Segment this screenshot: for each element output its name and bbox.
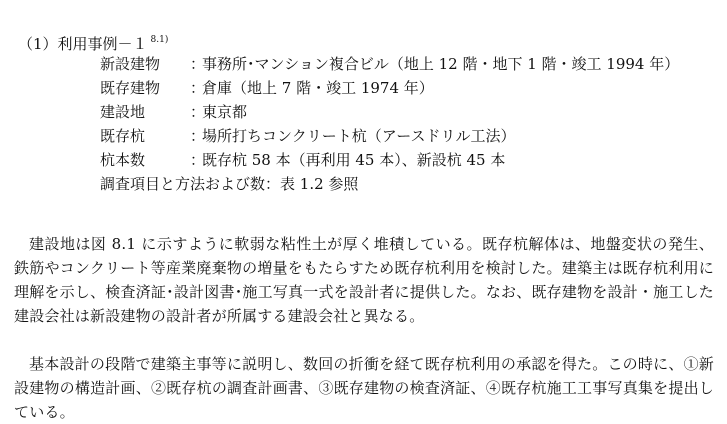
detail-separator: ：	[190, 103, 206, 121]
case-details-list	[100, 52, 679, 196]
detail-value: 場所打ちコンクリート杭（アースドリル工法）	[202, 127, 516, 145]
detail-separator: ：	[190, 55, 206, 73]
detail-separator: ：	[190, 79, 206, 97]
detail-separator: ：	[190, 151, 206, 169]
detail-label: 新設建物	[100, 55, 161, 73]
detail-row-existing-piles	[100, 124, 679, 148]
detail-value: 倉庫（地上 7 階・竣工 1974 年）	[202, 79, 434, 97]
detail-separator: ：	[190, 127, 206, 145]
detail-row-pile-count	[100, 148, 679, 172]
detail-label: 杭本数	[100, 151, 146, 169]
reference-superscript: 8.1)	[150, 35, 169, 45]
detail-value: 東京都	[202, 103, 248, 121]
detail-row-survey	[100, 172, 679, 196]
body-paragraph-1: 建設地は図 8.1 に示すように軟弱な粘性土が厚く堆積している。既存杭解体は、地盤変状の発生、鉄筋やコンクリート等産業廃棄物の増量をもたらすため既存杭利用を検討した。建築主は既存杭利用に理解を示し、検査済証･設計図書･施工写真一式を設計者に提供した。なお、既存建物を設計・施工した建設会社は新設建物の設計者が所属する建設会社と異なる。	[14, 235, 714, 325]
detail-value: 事務所･マンション複合ビル（地上 12 階・地下 1 階・竣工 1994 年）	[202, 55, 680, 73]
detail-label: 既存建物	[100, 79, 161, 97]
detail-row-site	[100, 100, 679, 124]
detail-row-new-building	[100, 52, 679, 76]
detail-row-existing-building	[100, 76, 679, 100]
detail-value: 既存杭 58 本（再利用 45 本）、新設杭 45 本	[202, 151, 506, 169]
detail-label: 既存杭	[100, 127, 146, 145]
detail-label: 建設地	[100, 103, 146, 121]
section-heading-text: （1）利用事例－１	[18, 35, 148, 53]
survey-reference-text: 調査項目と方法および数：表 1.2 参照	[100, 175, 359, 193]
body-paragraph-2: 基本設計の段階で建築主事等に説明し、数回の折衝を経て既存杭利用の承認を得た。この時に、①新設建物の構造計画、②既存杭の調査計画書、③既存建物の検査済証、④既存杭施工工事写真集を提出している。	[14, 355, 714, 421]
